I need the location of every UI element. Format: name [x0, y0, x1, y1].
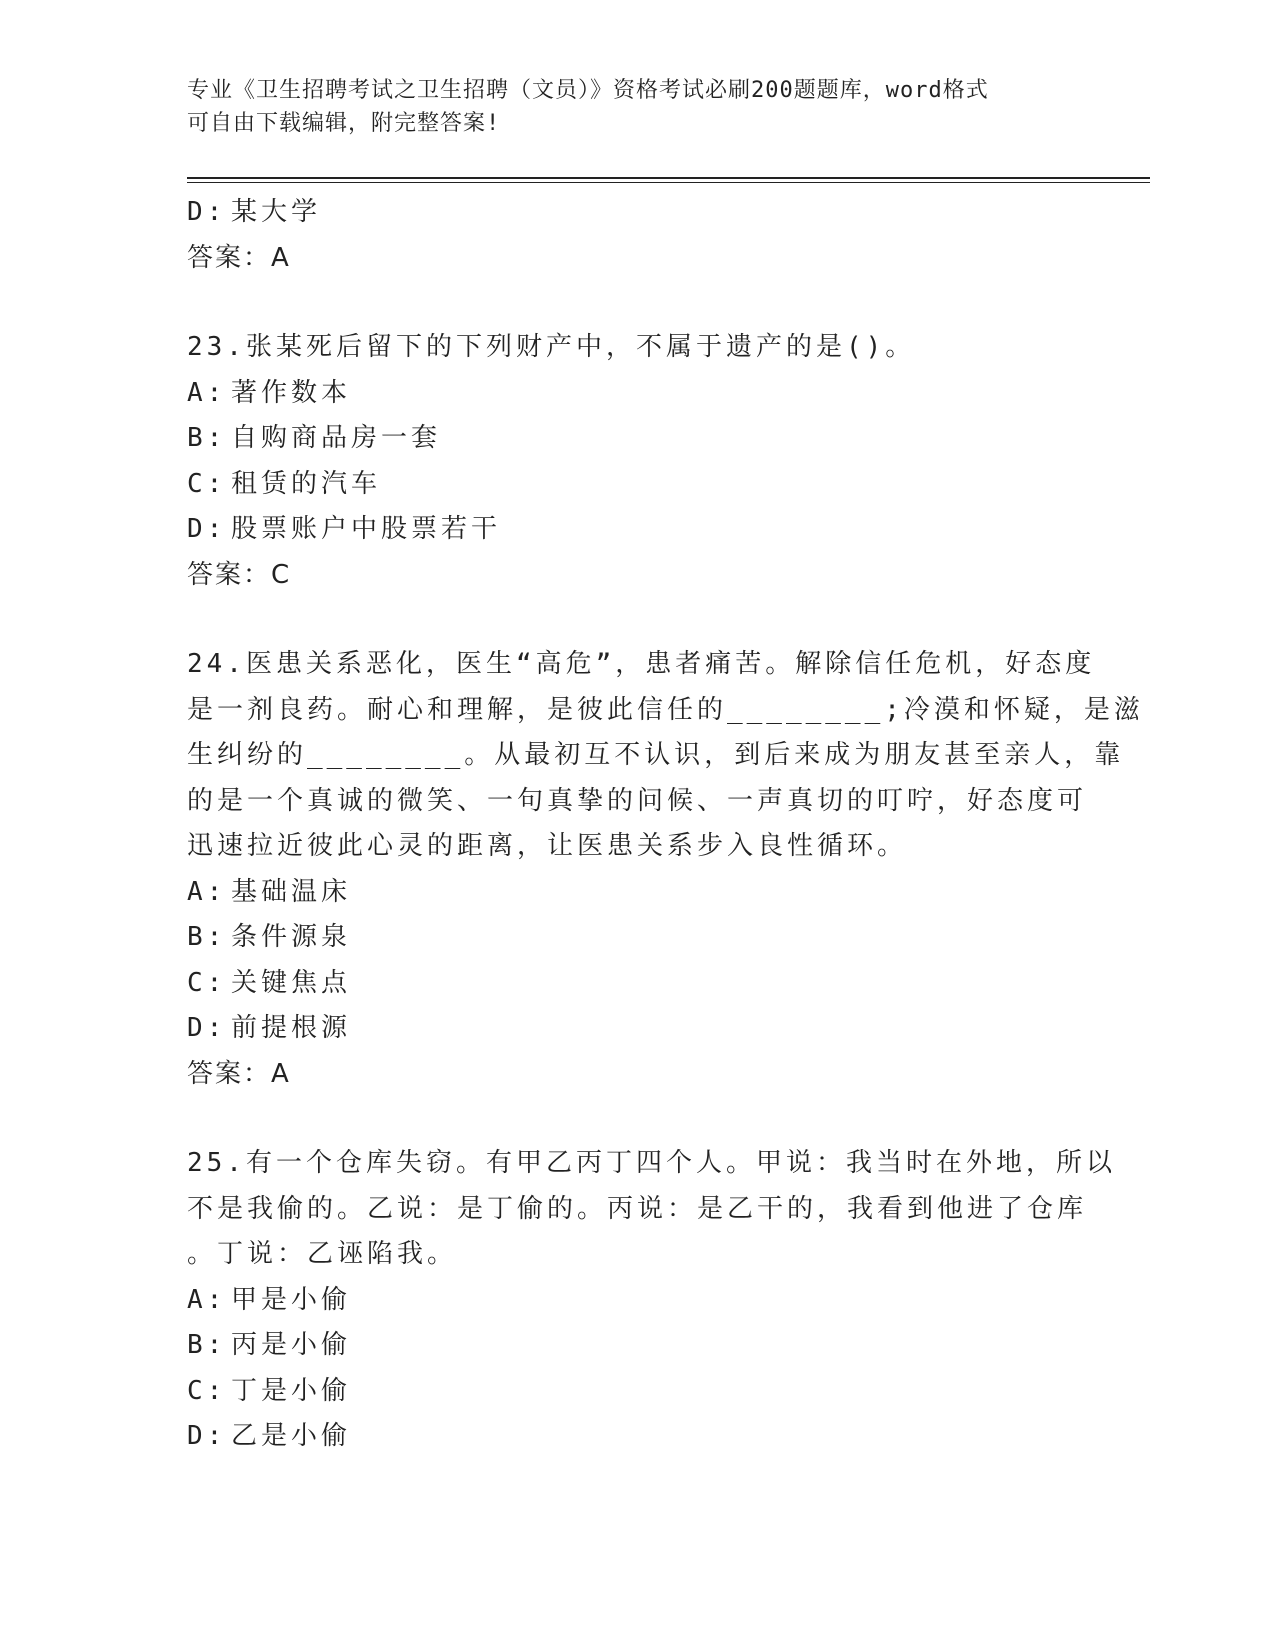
- q24-option-d: [187, 1006, 1087, 1052]
- option-text: 丙是小偷: [231, 1330, 352, 1360]
- spacer: [187, 281, 1087, 325]
- option-text: 乙是小偷: [231, 1421, 352, 1451]
- q25-stem-line: 25.有一个仓库失窃。有甲乙丙丁四个人。甲说：我当时在外地，所以: [187, 1148, 1116, 1178]
- option-text: 著作数本: [231, 377, 352, 408]
- q24-stem-line: 24.医患关系恶化，医生“高危”，患者痛苦。解除信任危机，好态度: [187, 649, 1096, 679]
- q24-option-b: [187, 915, 1087, 961]
- option-label: B:: [187, 1330, 227, 1360]
- q23-option-d: [187, 507, 1087, 553]
- option-text: 自购商品房一套: [231, 423, 442, 453]
- q25-option-b: [187, 1323, 1087, 1369]
- option-label: B:: [187, 423, 227, 453]
- option-label: A:: [187, 377, 227, 408]
- q24-stem-line: 迅速拉近彼此心灵的距离，让医患关系步入良性循环。: [187, 831, 908, 861]
- option-text: 租赁的汽车: [231, 468, 382, 499]
- option-label: C:: [187, 967, 227, 998]
- header-divider-thin: [187, 182, 1150, 183]
- header-divider-thick: [187, 177, 1150, 179]
- header-line-2: 可自由下载编辑，附完整答案!: [187, 111, 501, 136]
- q24-stem-line: 的是一个真诚的微笑、一句真挚的问候、一声真切的叮咛，好态度可: [187, 785, 1088, 816]
- q24-answer: 答案：A: [187, 1058, 291, 1089]
- option-text: 丁是小偷: [231, 1375, 352, 1406]
- option-text: 基础温床: [231, 876, 352, 907]
- option-label: D:: [187, 1421, 227, 1451]
- q23-stem: 23.张某死后留下的下列财产中，不属于遗产的是()。: [187, 332, 916, 362]
- q25-option-a: [187, 1278, 1087, 1324]
- option-text: 某大学: [231, 197, 322, 227]
- header-line-1: 专业《卫生招聘考试之卫生招聘（文员）》资格考试必刷200题题库，word格式: [187, 78, 989, 103]
- prev-option-d: [187, 190, 1087, 236]
- prev-answer: 答案：A: [187, 242, 291, 273]
- spacer: [187, 598, 1087, 642]
- question-content: [187, 190, 1144, 1460]
- q23-option-a: [187, 371, 1087, 417]
- option-label: A:: [187, 1284, 227, 1315]
- option-label: A:: [187, 876, 227, 907]
- q25-stem: [187, 1141, 1116, 1278]
- option-text: 股票账户中股票若干: [231, 514, 502, 544]
- option-text: 条件源泉: [231, 922, 352, 952]
- q24-stem: [187, 642, 1144, 870]
- spacer: [187, 1097, 1087, 1141]
- option-text: 甲是小偷: [231, 1284, 352, 1315]
- q25-stem-line: 不是我偷的。乙说：是丁偷的。丙说：是乙干的，我看到他进了仓库: [187, 1193, 1088, 1224]
- q23-option-c: [187, 462, 1087, 508]
- option-label: D:: [187, 514, 227, 544]
- option-text: 前提根源: [231, 1013, 352, 1043]
- option-label: D:: [187, 1013, 227, 1043]
- document-header: [187, 74, 1067, 140]
- option-label: C:: [187, 1375, 227, 1406]
- q24-stem-line: 是一剂良药。耐心和理解，是彼此信任的________;冷漠和怀疑，是滋: [187, 694, 1144, 725]
- q23-answer: 答案：C: [187, 559, 292, 590]
- q25-option-d: [187, 1414, 1087, 1460]
- option-text: 关键焦点: [231, 967, 352, 998]
- q23-option-b: [187, 416, 1087, 462]
- option-label: D:: [187, 197, 227, 227]
- option-label: C:: [187, 468, 227, 499]
- q25-stem-line: 。丁说：乙诬陷我。: [187, 1239, 458, 1269]
- q25-option-c: [187, 1369, 1087, 1415]
- q24-option-c: [187, 961, 1087, 1007]
- q24-option-a: [187, 870, 1087, 916]
- option-label: B:: [187, 922, 227, 952]
- q24-stem-line: 生纠纷的________。从最初互不认识，到后来成为朋友甚至亲人，靠: [187, 740, 1125, 770]
